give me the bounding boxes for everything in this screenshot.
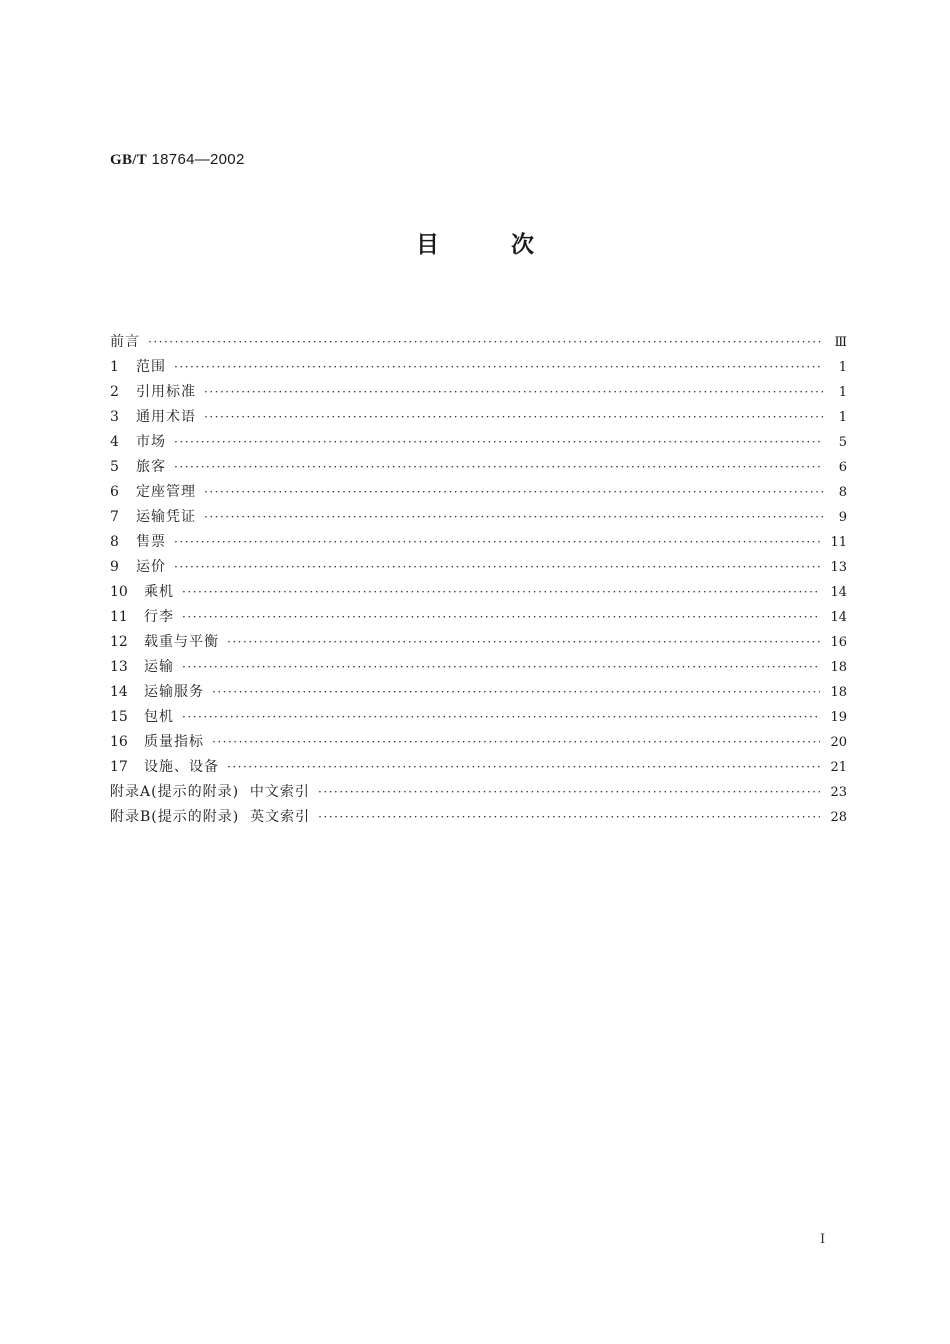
toc-entry-page: 6 [838, 460, 847, 475]
toc-entry-label: 售票 [136, 534, 166, 550]
toc-entry-page: 19 [830, 710, 847, 725]
toc-leader-dots [212, 683, 820, 701]
toc-entry[interactable] [110, 708, 847, 733]
toc-leader-dots [174, 558, 820, 576]
toc-entry-label: 行李 [144, 609, 174, 625]
toc-entry-page: 14 [830, 610, 847, 625]
toc-entry-page: Ⅲ [834, 335, 847, 350]
toc-entry-number: 3 [110, 409, 119, 425]
standard-code [110, 151, 245, 169]
toc-entry-page: 13 [830, 560, 847, 575]
toc-entry-label: 通用术语 [136, 409, 196, 425]
toc-entry-number: 13 [110, 659, 128, 675]
toc-entry-label: 运输凭证 [136, 509, 196, 525]
toc-entry-number: 9 [110, 559, 119, 575]
toc-entry-number: 10 [110, 584, 128, 600]
toc-entry-label: 市场 [136, 434, 166, 450]
toc-entry[interactable] [110, 558, 847, 583]
toc-leader-dots [227, 758, 820, 776]
toc-entry-number: 11 [110, 609, 128, 625]
toc-entry-label: 包机 [144, 709, 174, 725]
toc-entry-page: 8 [838, 485, 847, 500]
toc-entry[interactable] [110, 333, 847, 358]
toc-entry-page: 5 [838, 435, 847, 450]
toc-entry[interactable] [110, 783, 847, 808]
page-title-char-2: 次 [511, 232, 534, 258]
toc-entry-number: 17 [110, 759, 128, 775]
toc-entry-page: 21 [830, 760, 847, 775]
toc-leader-dots [174, 533, 820, 551]
toc-entry-label: 范围 [136, 359, 166, 375]
toc-entry-number: 12 [110, 634, 128, 650]
toc-entry-number: 14 [110, 684, 128, 700]
toc-leader-dots [174, 433, 823, 451]
toc-entry[interactable] [110, 358, 847, 383]
toc-entry-number: 5 [110, 459, 119, 475]
toc-entry-page: 18 [830, 660, 847, 675]
toc-entry-page: 16 [830, 635, 847, 650]
toc-entry-label: 乘机 [144, 584, 174, 600]
toc-entry[interactable] [110, 808, 847, 833]
toc-entry[interactable] [110, 508, 847, 533]
toc-entry[interactable] [110, 583, 847, 608]
toc-entry-number: 4 [110, 434, 119, 450]
toc-entry-number: 7 [110, 509, 119, 525]
toc-entry-page: 23 [830, 785, 847, 800]
toc-leader-dots [182, 658, 820, 676]
toc-entry-number: 15 [110, 709, 128, 725]
toc-entry-number: 1 [110, 359, 119, 375]
toc-entry-label: 前言 [110, 334, 140, 350]
toc-entry[interactable] [110, 733, 847, 758]
toc-entry[interactable] [110, 533, 847, 558]
toc-entry[interactable] [110, 383, 847, 408]
toc-entry-label: 运价 [136, 559, 166, 575]
toc-entry[interactable] [110, 683, 847, 708]
toc-entry-number: 6 [110, 484, 119, 500]
toc-entry[interactable] [110, 658, 847, 683]
toc-entry-label: 附录A(提示的附录) 中文索引 [110, 784, 310, 800]
toc-leader-dots [318, 783, 821, 801]
toc-entry-label: 附录B(提示的附录) 英文索引 [110, 809, 311, 825]
table-of-contents [110, 333, 847, 833]
toc-entry-label: 运输 [144, 659, 174, 675]
toc-leader-dots [212, 733, 820, 751]
toc-leader-dots [204, 508, 823, 526]
toc-entry[interactable] [110, 433, 847, 458]
toc-leader-dots [174, 458, 823, 476]
toc-entry[interactable] [110, 633, 847, 658]
toc-entry-number: 8 [110, 534, 119, 550]
toc-entry-page: 20 [830, 735, 847, 750]
toc-leader-dots [182, 608, 820, 626]
toc-entry-label: 载重与平衡 [144, 634, 219, 650]
toc-entry[interactable] [110, 408, 847, 433]
toc-entry-page: 1 [838, 360, 847, 375]
toc-entry-label: 旅客 [136, 459, 166, 475]
toc-leader-dots [318, 808, 820, 826]
toc-leader-dots [204, 483, 823, 501]
toc-leader-dots [148, 333, 823, 351]
toc-entry-page: 9 [838, 510, 847, 525]
toc-entry-number: 16 [110, 734, 128, 750]
toc-entry-page: 1 [838, 385, 847, 400]
toc-entry-label: 设施、设备 [144, 759, 219, 775]
page-title [0, 226, 950, 259]
standard-code-number: 18764—2002 [151, 151, 245, 168]
toc-leader-dots [182, 583, 820, 601]
toc-entry[interactable] [110, 483, 847, 508]
toc-entry-label: 定座管理 [136, 484, 196, 500]
toc-entry-page: 18 [830, 685, 847, 700]
toc-entry[interactable] [110, 758, 847, 783]
standard-code-prefix: GB/T [110, 152, 148, 168]
toc-entry-page: 14 [830, 585, 847, 600]
toc-entry-page: 1 [838, 410, 847, 425]
toc-entry-page: 28 [830, 810, 847, 825]
footer-page-number: I [820, 1232, 826, 1247]
page-title-char-1: 目 [416, 232, 439, 258]
toc-leader-dots [174, 358, 823, 376]
toc-leader-dots [204, 383, 823, 401]
toc-entry-label: 引用标准 [136, 384, 196, 400]
toc-entry-label: 质量指标 [144, 734, 204, 750]
toc-leader-dots [227, 633, 820, 651]
toc-entry-number: 2 [110, 384, 119, 400]
toc-entry-page: 11 [830, 535, 847, 550]
toc-entry-label: 运输服务 [144, 684, 204, 700]
toc-entry[interactable] [110, 608, 847, 633]
toc-leader-dots [204, 408, 823, 426]
toc-entry[interactable] [110, 458, 847, 483]
toc-leader-dots [182, 708, 820, 726]
